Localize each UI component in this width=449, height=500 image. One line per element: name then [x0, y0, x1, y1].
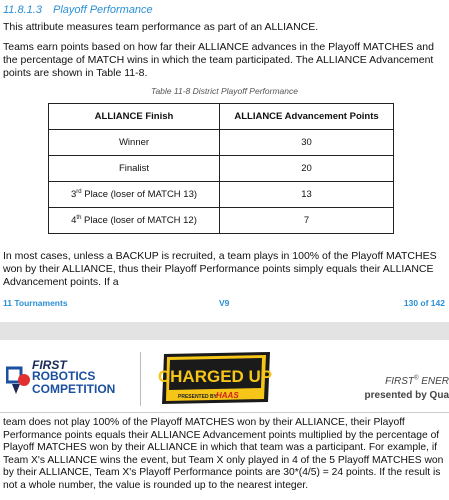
first-mark-icon	[6, 362, 32, 396]
footer-page-number: 130 of 142	[403, 298, 445, 308]
finish-ordinal: rd	[76, 188, 82, 195]
finish-number: 4	[71, 215, 77, 226]
table-row	[49, 156, 394, 182]
header-divider	[140, 352, 141, 406]
finish-rest: Place (loser of MATCH 13)	[81, 189, 198, 200]
header-sponsor-line: presented by Qua	[364, 390, 449, 401]
header-first: FIRST	[385, 376, 415, 387]
page-header	[0, 340, 449, 412]
table-caption: Table 11-8 District Playoff Performance	[151, 86, 298, 96]
intro-paragraph: This attribute measures team performance as part of an ALLIANCE.	[3, 21, 319, 33]
svg-text:CHARGED UP: CHARGED UP	[158, 367, 273, 386]
header-advancement-points: ALLIANCE Advancement Points	[220, 104, 394, 130]
row-finish: Winner	[49, 130, 220, 156]
header-ener: ENER	[418, 376, 449, 387]
table-row	[49, 182, 394, 208]
continued-paragraph: team does not play 100% of the Playoff MATCHES won by their ALLIANCE, their Playoff Performance points equals their ALLIANCE Advancement points multiplied by the percentage of Playoff MATCHES won by their ALLIANCE in which that team was a participant. For example, if Team X's ALLIANCE wins the event, but Team X only played in 4 of the 5 Playoff MATCHES won by their ALLIANCE, Team X's Playoff Performance points are 30*(4/5) = 24 points. If the result is not a whole number, the value is rounded up to the nearest integer.	[3, 417, 444, 491]
robotics-wordmark: ROBOTICS	[32, 369, 96, 383]
pdf-page-bottom	[0, 340, 449, 500]
table-header-row	[49, 104, 394, 130]
section-heading	[3, 4, 153, 16]
backup-paragraph: In most cases, unless a BACKUP is recruited, a team plays in 100% of the Playoff MATCHES won by their ALLIANCE, thus their Playoff Performance points simply equals their ALLIANCE Advancement points. If a	[3, 250, 437, 288]
header-program-name	[385, 376, 449, 387]
alliance-advancement-table	[48, 103, 394, 234]
presented-by-label: PRESENTED BY	[178, 394, 217, 400]
footer-version: V9	[219, 298, 230, 308]
table-row	[49, 130, 394, 156]
row-points: 30	[220, 130, 394, 156]
sponsor-logo: HAAS	[216, 391, 239, 400]
section-title: Playoff Performance	[53, 4, 153, 16]
row-points: 13	[220, 182, 394, 208]
charged-up-logo	[158, 350, 274, 408]
row-finish	[49, 208, 220, 234]
row-finish: Finalist	[49, 156, 220, 182]
section-number: 11.8.1.3	[3, 4, 42, 16]
finish-rest: Place (loser of MATCH 12)	[81, 215, 197, 226]
competition-wordmark: COMPETITION	[32, 382, 116, 396]
registered-mark: ®	[414, 375, 419, 382]
header-rule	[0, 412, 449, 413]
finish-ordinal: th	[76, 214, 82, 221]
finish-number: 3	[70, 189, 77, 200]
footer-chapter: 11 Tournaments	[3, 298, 68, 308]
header-alliance-finish: ALLIANCE Finish	[49, 104, 220, 130]
description-paragraph: Teams earn points based on how far their ALLIANCE advances in the Playoff MATCHES and the percentage of MATCH wins in which the team participated. The ALLIANCE Advancement points are shown in Table 11-8.	[3, 41, 434, 79]
first-robotics-logo	[6, 358, 126, 398]
row-points: 7	[220, 208, 394, 234]
first-wordmark: FIRST	[32, 358, 67, 372]
row-finish	[49, 182, 220, 208]
page-gap	[0, 322, 449, 340]
row-points: 20	[220, 156, 394, 182]
table-row	[49, 208, 394, 234]
